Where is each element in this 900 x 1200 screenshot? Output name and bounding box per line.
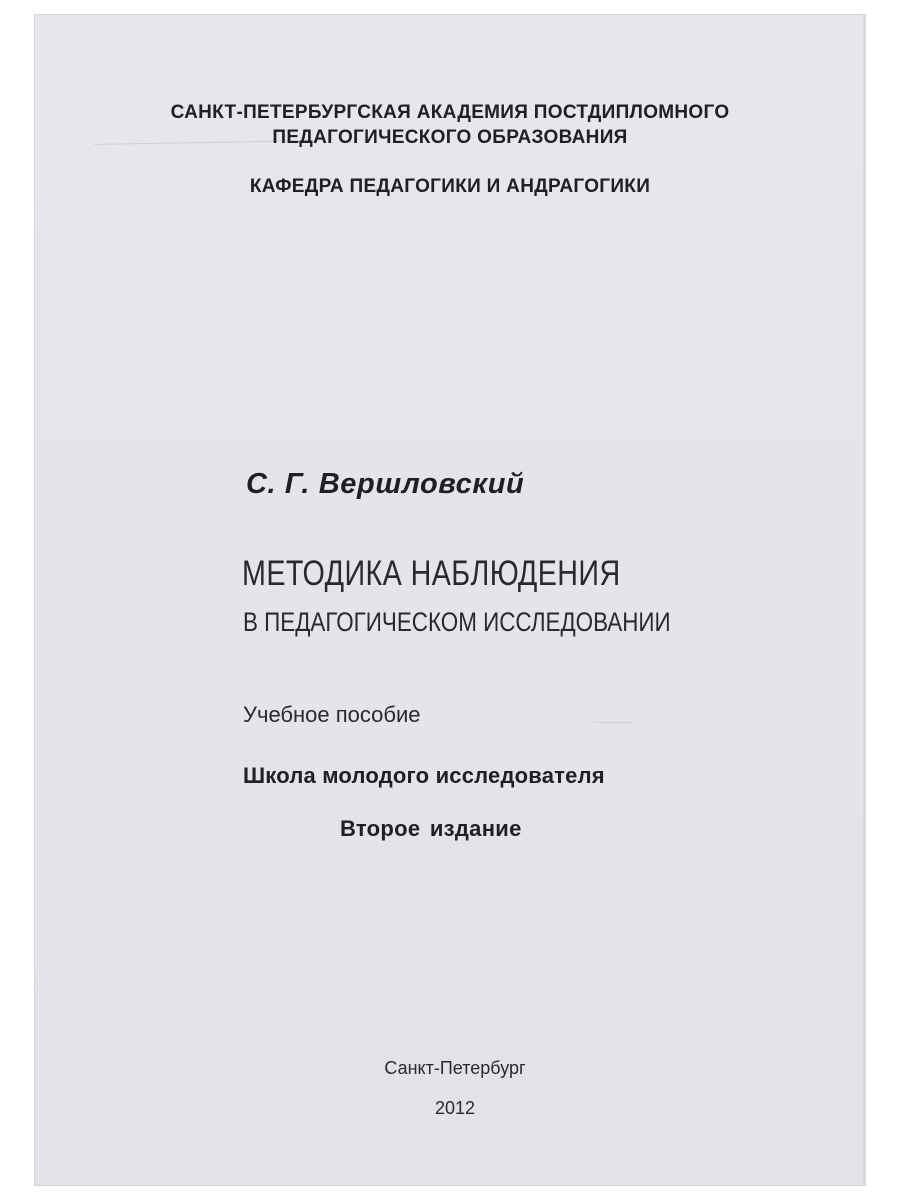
publication-city: Санкт-Петербург bbox=[384, 1058, 526, 1078]
author-name: С. Г. Вершловский bbox=[246, 468, 525, 500]
series-name: Школа молодого исследователя bbox=[243, 763, 605, 788]
publication-year: 2012 bbox=[434, 1098, 476, 1118]
cover-scratch bbox=[594, 722, 634, 723]
document-type: Учебное пособие bbox=[243, 702, 421, 727]
edition-label: Второе издание bbox=[340, 816, 522, 841]
book-cover bbox=[34, 14, 866, 1186]
institution-name-line-2: ПЕДАГОГИЧЕСКОГО ОБРАЗОВАНИЯ bbox=[272, 127, 628, 148]
book-title: МЕТОДИКА НАБЛЮДЕНИЯ bbox=[242, 554, 621, 593]
department-name: КАФЕДРА ПЕДАГОГИКИ И АНДРАГОГИКИ bbox=[249, 176, 651, 197]
book-subtitle: В ПЕДАГОГИЧЕСКОМ ИССЛЕДОВАНИИ bbox=[243, 607, 671, 637]
institution-name-line-1: САНКТ-ПЕТЕРБУРГСКАЯ АКАДЕМИЯ ПОСТДИПЛОМНОГО bbox=[170, 102, 730, 123]
